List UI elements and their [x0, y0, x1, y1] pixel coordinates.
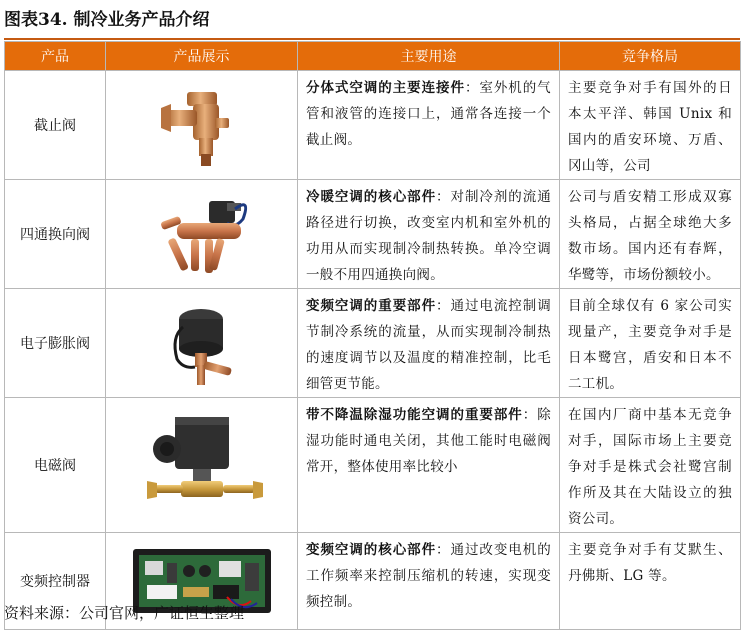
header-display: 产品展示	[106, 42, 298, 71]
use-description: ：通过电流控制调节制冷系统的流量，从而实现制冷制热的速度调节以及温度的精准控制，比毛细管更节能。	[306, 298, 551, 392]
product-name: 电磁阀	[5, 398, 106, 533]
use-highlight: 变频空调的重要部件	[306, 298, 437, 314]
electronic-expansion-valve-photo	[106, 289, 298, 398]
table-row	[5, 398, 741, 533]
table-row	[5, 180, 741, 289]
use-description: ：室外机的气管和液管的连接口上，通常各连接一个截止阀。	[306, 80, 551, 148]
solenoid-valve-photo	[106, 398, 298, 533]
product-table	[4, 41, 741, 630]
shutoff-valve-photo	[106, 71, 298, 180]
use-highlight: 冷暖空调的核心部件	[306, 189, 437, 205]
product-name: 变频控制器	[5, 533, 106, 630]
competition-cell: 主要竞争对手有国外的日本太平洋、韩国 Unix 和国内的盾安环境、万盾、冈山等，公司	[560, 71, 741, 180]
use-cell	[298, 398, 560, 533]
use-description: ：通过改变电机的工作频率来控制压缩机的转速，实现变频控制。	[306, 542, 551, 610]
product-name: 四通换向阀	[5, 180, 106, 289]
four-way-valve-photo	[106, 180, 298, 289]
table-row	[5, 71, 741, 180]
use-description: ：对制冷剂的流通路径进行切换，改变室内机和室外机的功用从而实现制冷制热转换。单冷空调一般不用四通换向阀。	[306, 189, 551, 283]
competition-cell: 在国内厂商中基本无竞争对手，国际市场上主要竞争对手是株式会社鹭宫制作所及其在大陆设立的独资公司。	[560, 398, 741, 533]
source-note: 资料来源：公司官网，广证恒生整理	[4, 604, 245, 622]
product-name: 电子膨胀阀	[5, 289, 106, 398]
figure-title: 图表34. 制冷业务产品介绍	[4, 10, 210, 30]
product-name: 截止阀	[5, 71, 106, 180]
title-divider	[4, 38, 740, 40]
competition-cell: 目前全球仅有 6 家公司实现量产，主要竞争对手是日本鹭宫，盾安和日本不二工机。	[560, 289, 741, 398]
table-header-row	[5, 42, 741, 71]
use-cell	[298, 180, 560, 289]
use-cell	[298, 533, 560, 630]
header-competition: 竞争格局	[560, 42, 741, 71]
use-highlight: 变频空调的核心部件	[306, 542, 437, 558]
use-cell	[298, 71, 560, 180]
use-highlight: 分体式空调的主要连接件	[306, 80, 465, 96]
competition-cell: 主要竞争对手有艾默生、丹佛斯、LG 等。	[560, 533, 741, 630]
table-row	[5, 289, 741, 398]
header-use: 主要用途	[298, 42, 560, 71]
header-product: 产品	[5, 42, 106, 71]
use-highlight: 带不降温除湿功能空调的重要部件	[306, 407, 523, 423]
use-cell	[298, 289, 560, 398]
use-description: ：除湿功能时通电关闭，其他工能时电磁阀常开，整体使用率比较小	[306, 407, 551, 475]
competition-cell: 公司与盾安精工形成双寡头格局，占据全球绝大多数市场。国内还有春辉，华鹭等，市场份额较小。	[560, 180, 741, 289]
